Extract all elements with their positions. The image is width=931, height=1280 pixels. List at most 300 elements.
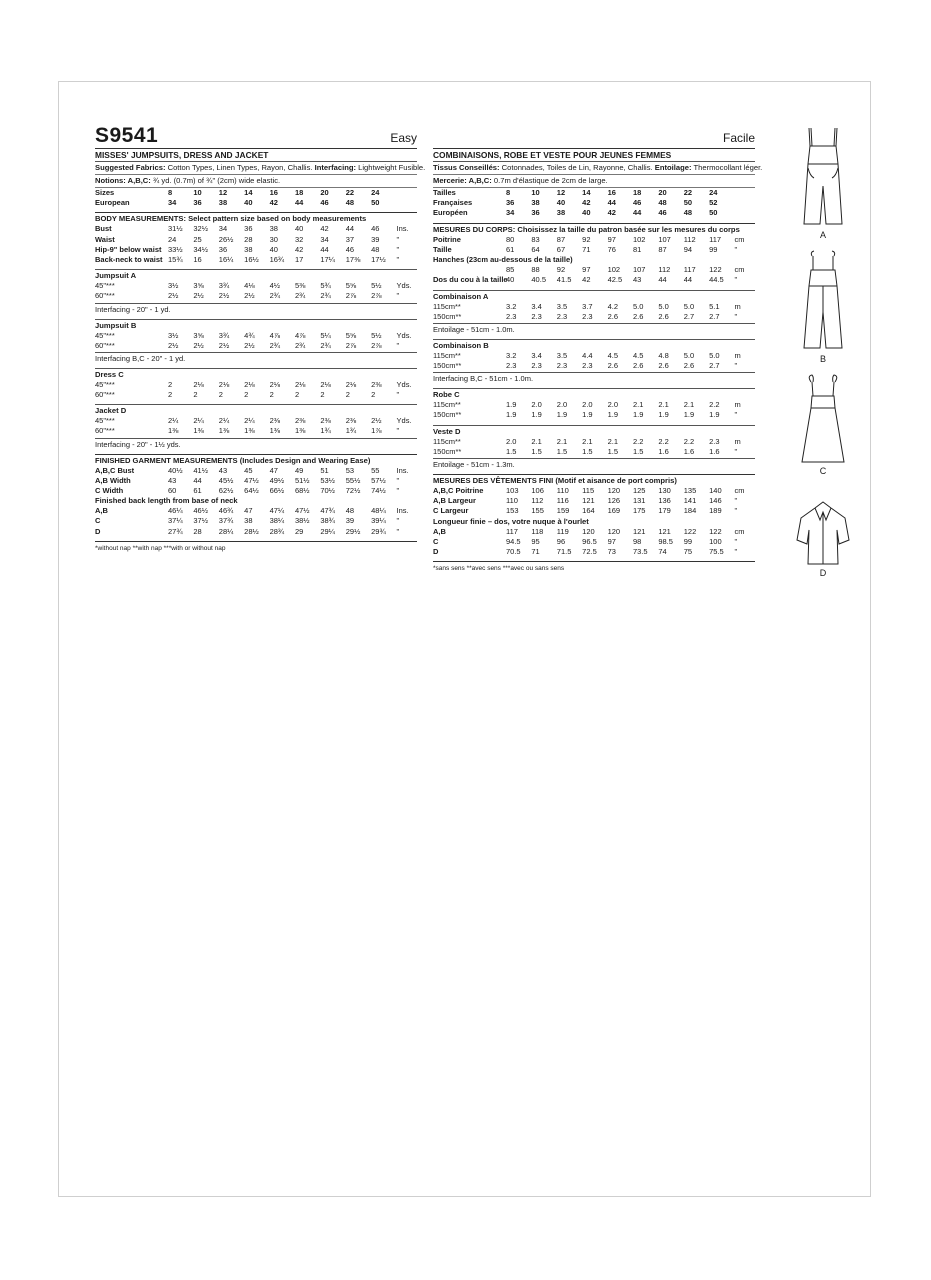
size-row [95, 188, 417, 198]
table-cell: 1.9 [506, 410, 517, 420]
row-label: 150cm** [433, 361, 462, 371]
table-cell: 20 [320, 188, 329, 197]
table-cell: 73 [607, 546, 616, 556]
table-cell: 46½ [193, 506, 208, 516]
table-cell: 17½ [371, 254, 386, 264]
table-cell: 1.9 [709, 410, 720, 420]
table-cell: 28½ [244, 526, 259, 536]
table-cell: 184 [683, 506, 697, 516]
table-cell: 38¼ [269, 516, 285, 526]
table-cell: 67 [556, 244, 566, 254]
table-cell: 97 [607, 234, 616, 244]
table-cell: 17¼ [320, 254, 335, 264]
table-cell: 112 [658, 265, 671, 275]
unit-cell: cm [734, 486, 745, 495]
table-cell: 42 [269, 198, 278, 208]
table-cell: 2.6 [607, 361, 618, 371]
table-cell: 39 [371, 234, 380, 244]
table-cell: 18 [632, 188, 642, 197]
fabrics-line-fr: Tissus Conseillés: Cotonnades, Toiles de Lin, Rayonne, Challis. Entoilage: Thermocollant léger. [433, 162, 755, 175]
yardage-row [433, 447, 755, 457]
table-cell: 2.7 [709, 361, 720, 371]
table-cell: 4⅛ [244, 281, 255, 291]
yardage-row [95, 291, 417, 301]
table-cell: 44 [683, 275, 693, 285]
row-label: Taille [433, 244, 452, 254]
notions-line: Notions: A,B,C: ¾ yd. (0.7m) of ¾" (2cm) wide elastic. [95, 175, 417, 188]
finished-measurements-fr [433, 474, 755, 557]
unit-cell: " [734, 244, 738, 254]
table-cell: 61 [506, 244, 515, 254]
table-cell: 34 [168, 198, 177, 208]
row-label: Hanches (23cm au-dessous de la taille) [433, 254, 573, 264]
row-label: 115cm** [433, 436, 461, 446]
table-cell: 75.5 [709, 546, 724, 556]
table-cell: 46 [371, 224, 380, 234]
row-label: 45"*** [95, 379, 115, 389]
unit-cell: Ins. [396, 224, 409, 234]
table-cell: 26½ [218, 234, 234, 244]
table-cell: 2¾ [294, 291, 306, 301]
table-cell: 3.2 [506, 350, 517, 360]
yardage-row [433, 351, 755, 361]
table-cell: 38 [269, 224, 278, 234]
table-cell: 1.5 [506, 446, 517, 456]
length-row [95, 506, 417, 516]
row-label: A,B,C Bust [95, 465, 135, 475]
table-cell: 16 [193, 254, 202, 264]
table-cell: 94.5 [506, 536, 521, 546]
unit-cell: " [734, 506, 738, 516]
table-cell: 2.0 [506, 436, 517, 446]
table-cell: 66½ [269, 486, 285, 495]
unit-cell: " [734, 361, 738, 371]
table-cell: 70.5 [506, 546, 521, 556]
table-cell: 44 [193, 475, 202, 485]
yardage-row [433, 437, 755, 447]
table-cell: 40.5 [531, 275, 546, 285]
table-cell: 2.0 [607, 400, 618, 410]
table-cell: 62½ [218, 486, 234, 495]
yardage-row [433, 312, 755, 322]
table-cell: 32 [294, 234, 304, 244]
table-cell: 43 [632, 275, 642, 285]
table-cell: 87 [658, 244, 667, 254]
table-cell: 131 [632, 496, 646, 506]
table-cell: 3½ [168, 330, 179, 340]
table-cell: 2⅛ [244, 379, 255, 389]
table-cell: 3.7 [582, 301, 593, 311]
row-label: 45"*** [95, 416, 115, 426]
figure-c [787, 374, 859, 498]
table-cell: 122 [709, 265, 722, 275]
table-cell: 46¼ [168, 506, 183, 516]
figure-a-label: A [819, 230, 826, 240]
table-cell: 2.1 [683, 400, 695, 410]
table-cell: 14 [582, 188, 591, 197]
table-cell: 2 [244, 390, 249, 400]
table-cell: 2.3 [531, 361, 542, 371]
table-cell: 5¼ [320, 330, 331, 340]
table-cell: 2.3 [709, 436, 720, 446]
yardage-row [95, 331, 417, 341]
table-cell: 17⅜ [345, 254, 361, 264]
row-label: 60"*** [95, 291, 115, 301]
table-cell: 45½ [218, 475, 234, 485]
table-cell: 116 [556, 496, 569, 506]
unit-cell: Ins. [396, 506, 409, 516]
row-label: Bust [95, 224, 112, 234]
table-cell: 36 [244, 224, 253, 234]
table-cell: 10 [193, 188, 202, 197]
table-cell: 95 [531, 536, 540, 546]
table-cell: 179 [658, 506, 671, 516]
jumpsuit-a-sketch-icon [798, 126, 848, 226]
table-cell: 74½ [371, 486, 386, 495]
row-label: C [433, 536, 439, 546]
table-cell: 2 [168, 390, 173, 400]
table-cell: 47¼ [269, 506, 285, 516]
table-cell: 28 [244, 234, 253, 244]
table-cell: 110 [506, 496, 518, 506]
difficulty-level: Easy [390, 131, 417, 145]
row-label: Waist [95, 234, 115, 244]
table-cell: 5.0 [683, 350, 695, 360]
table-cell: 135 [683, 486, 697, 495]
table-cell: 3¾ [218, 281, 230, 291]
unit-cell: " [734, 446, 738, 456]
table-cell: 44 [658, 275, 667, 285]
table-cell: 2⅛ [269, 379, 280, 389]
table-cell: 24 [168, 234, 177, 244]
table-cell: 40 [269, 244, 278, 254]
table-cell: 96.5 [582, 536, 597, 546]
unit-cell: Ins. [396, 465, 409, 475]
length-row [95, 527, 417, 537]
table-cell: 164 [582, 506, 595, 516]
unit-cell: Yds. [396, 281, 412, 291]
table-cell: 71.5 [556, 546, 572, 556]
table-cell: 2.3 [556, 361, 568, 371]
row-label: A,B [95, 506, 108, 516]
table-cell: 4.8 [658, 350, 669, 360]
table-cell: 1.9 [506, 400, 517, 410]
table-cell: 45 [244, 465, 253, 475]
table-cell: 92 [582, 234, 591, 244]
table-cell: 96 [556, 536, 566, 546]
table-cell: 3.2 [506, 301, 517, 311]
table-cell: 47½ [244, 475, 259, 485]
table-cell: 29¼ [320, 526, 335, 536]
table-cell: 10 [531, 188, 540, 197]
table-cell: 112 [683, 234, 696, 244]
table-cell: 50 [683, 198, 693, 208]
row-label [433, 265, 506, 275]
unit-cell: m [734, 301, 741, 311]
table-cell: 14 [244, 188, 253, 197]
table-cell: 2.6 [632, 311, 644, 321]
table-cell: 3¾ [218, 330, 230, 340]
body-measurements [95, 212, 417, 265]
yardage-row [433, 302, 755, 312]
row-label: 150cm** [433, 410, 462, 420]
table-cell: 2 [320, 390, 325, 400]
table-cell: 2.7 [709, 311, 720, 321]
row-label: C [95, 516, 101, 526]
table-cell: 97 [582, 265, 591, 275]
table-cell: 47½ [294, 506, 310, 516]
table-cell: 55 [371, 465, 380, 475]
finished-row [433, 506, 755, 516]
yardage-tables [95, 269, 417, 450]
size-row [433, 208, 755, 218]
table-cell: 28 [193, 526, 202, 536]
finished-measurements-title: FINISHED GARMENT MEASUREMENTS (Includes Design and Wearing Ease) [95, 455, 371, 465]
table-cell: 2.2 [683, 436, 695, 446]
unit-cell: " [734, 536, 738, 546]
yardage-section [95, 404, 417, 449]
table-cell: 2.0 [582, 400, 593, 410]
table-cell: 112 [531, 496, 544, 506]
table-cell: 5¾ [320, 281, 331, 291]
length-row [433, 537, 755, 547]
yardage-section [433, 290, 755, 335]
table-cell: 175 [632, 506, 646, 516]
table-cell: 2.1 [556, 436, 568, 446]
table-cell: 1.9 [582, 410, 593, 420]
table-cell: 3½ [168, 281, 179, 291]
table-cell: 41½ [193, 465, 208, 475]
table-cell: 4.4 [582, 350, 593, 360]
table-cell: 5⅝ [345, 330, 357, 340]
unit-cell: " [734, 311, 738, 321]
interfacing-note: Entoilage - 51cm - 1.0m. [433, 323, 755, 335]
table-cell: 102 [632, 234, 646, 244]
unit-cell: m [734, 400, 741, 410]
yardage-title: Jumpsuit B [95, 320, 137, 330]
unit-cell: " [396, 390, 400, 400]
table-cell: 16¾ [269, 254, 285, 264]
table-cell: 50 [371, 198, 380, 208]
finished-row [95, 486, 417, 496]
yardage-row [95, 281, 417, 291]
body-row [433, 235, 755, 245]
table-cell: 36 [531, 208, 540, 218]
body-row [95, 245, 417, 255]
table-cell: 38 [556, 208, 566, 218]
jacket-d-sketch-icon [793, 498, 853, 578]
table-cell: 153 [506, 506, 519, 516]
table-cell: 18 [294, 188, 304, 197]
unit-cell: " [396, 340, 400, 350]
table-cell: 146 [709, 496, 722, 506]
row-label: C Width [95, 486, 124, 495]
table-cell: 22 [345, 188, 355, 197]
table-cell: 107 [658, 234, 671, 244]
table-cell: 2.3 [506, 361, 517, 371]
table-cell: 36 [218, 244, 228, 254]
table-cell: 8 [168, 188, 173, 197]
table-cell: 53½ [320, 475, 335, 485]
body-measurements-fr [433, 223, 755, 286]
table-cell: 42 [582, 275, 591, 285]
table-cell: 5.0 [709, 350, 720, 360]
table-cell: 94 [683, 244, 693, 254]
yardage-section [433, 425, 755, 470]
yardage-row [95, 390, 417, 400]
table-cell: 98.5 [658, 536, 673, 546]
table-cell: 2½ [193, 291, 204, 301]
table-cell: 122 [683, 526, 697, 536]
body-row [433, 245, 755, 255]
table-cell: 189 [709, 506, 722, 516]
nap-footnote-fr: *sans sens **avec sens ***avec ou sans sens [433, 561, 755, 572]
table-cell: 47¾ [320, 506, 335, 516]
table-cell: 75 [683, 546, 693, 556]
row-label: Back-neck to waist [95, 254, 163, 264]
table-cell: 49 [294, 465, 304, 475]
unit-cell: cm [734, 265, 745, 275]
figure-c-label: C [819, 466, 827, 476]
table-cell: 1.5 [556, 446, 568, 456]
table-cell: 2⅜ [294, 416, 306, 426]
table-cell: 115 [582, 486, 595, 495]
notions-line-fr: Mercerie: A,B,C: 0.7m d'élastique de 2cm de large. [433, 175, 755, 188]
table-cell: 12 [218, 188, 228, 197]
fabrics-line: Suggested Fabrics: Cotton Types, Linen Types, Rayon, Challis. Interfacing: Lightweight Fusible. [95, 162, 417, 175]
table-cell: 117 [709, 234, 722, 244]
table-cell: 38 [218, 198, 228, 208]
unit-cell: " [734, 496, 738, 506]
table-cell: 43 [168, 475, 177, 485]
table-cell: 2⅛ [294, 379, 306, 389]
interfacing-note: Interfacing - 20" - 1 yd. [95, 303, 417, 315]
size-row [433, 188, 755, 198]
row-label: D [433, 546, 439, 556]
table-cell: 64 [531, 244, 540, 254]
table-cell: 57½ [371, 475, 386, 485]
table-cell: 44 [294, 198, 304, 208]
table-cell: 107 [632, 265, 646, 275]
table-cell: 125 [632, 486, 646, 495]
table-cell: 120 [607, 526, 621, 536]
table-cell: 48 [658, 198, 667, 208]
interfacing-note: Interfacing B,C - 51cm - 1.0m. [433, 372, 755, 384]
table-cell: 1¾ [320, 426, 331, 436]
row-label: 60"*** [95, 390, 115, 400]
table-cell: 2¼ [193, 416, 204, 426]
table-cell: 72½ [345, 486, 361, 495]
body-row [95, 255, 417, 265]
table-cell: 98 [632, 536, 642, 546]
unit-cell: m [734, 350, 741, 360]
table-cell: 1¾ [345, 426, 357, 436]
table-cell: 2.1 [607, 436, 618, 446]
table-cell: 2¼ [168, 416, 179, 426]
table-cell: 2.6 [658, 361, 669, 371]
table-cell: 2½ [218, 291, 230, 301]
row-label: A,B,C Poitrine [433, 486, 484, 495]
table-cell: 37 [345, 234, 355, 244]
table-cell: 121 [582, 496, 595, 506]
table-cell: 87 [556, 234, 566, 244]
table-cell: 12 [556, 188, 566, 197]
row-label: Sizes [95, 188, 115, 197]
table-cell: 2¼ [218, 416, 230, 426]
sizes-table [95, 188, 417, 208]
table-cell: 1.9 [632, 410, 644, 420]
table-cell: 117 [506, 526, 518, 536]
table-cell: 103 [506, 486, 519, 495]
dress-c-sketch-icon [798, 374, 848, 474]
finished-row [433, 496, 755, 506]
table-cell: 2.3 [531, 311, 542, 321]
table-cell: 2.6 [683, 361, 695, 371]
table-cell: 34 [218, 224, 228, 234]
table-cell: 1⅜ [193, 426, 204, 436]
table-cell: 29¾ [371, 526, 386, 536]
table-cell: 2.2 [658, 436, 669, 446]
table-cell: 74 [658, 546, 667, 556]
table-cell: 2¾ [320, 291, 331, 301]
row-label: 60"*** [95, 340, 115, 350]
table-cell: 48 [345, 506, 355, 516]
table-cell: 40 [294, 224, 304, 234]
row-label: Hip-9" below waist [95, 244, 162, 254]
table-cell: 2.0 [556, 400, 568, 410]
table-cell: 40 [556, 198, 566, 208]
interfacing-note: Interfacing - 20" - 1½ yds. [95, 438, 417, 450]
table-cell: 117 [683, 265, 696, 275]
yardage-title: Robe C [433, 390, 460, 400]
row-label: 115cm** [433, 400, 461, 410]
table-cell: 2⅞ [371, 291, 382, 301]
table-cell: 38½ [294, 516, 310, 526]
table-cell: 3⅝ [193, 281, 204, 291]
table-cell: 24 [709, 188, 718, 197]
table-cell: 53 [345, 465, 355, 475]
table-cell: 1.9 [658, 410, 669, 420]
table-cell: 2⅛ [218, 379, 230, 389]
table-cell: 2¼ [244, 416, 255, 426]
interfacing-note: Interfacing B,C - 20" - 1 yd. [95, 352, 417, 364]
table-cell: 44.5 [709, 275, 724, 285]
table-cell: 16¼ [218, 254, 234, 264]
table-cell: 2.2 [709, 400, 720, 410]
yardage-row [95, 380, 417, 390]
table-cell: 2½ [193, 340, 204, 350]
table-cell: 2⅞ [345, 291, 357, 301]
size-row [433, 198, 755, 208]
table-cell: 2½ [168, 291, 179, 301]
finished-row [95, 466, 417, 476]
table-cell: 1.6 [709, 446, 720, 456]
table-cell: 4.5 [607, 350, 618, 360]
yardage-section [95, 368, 417, 400]
table-cell: 44 [345, 224, 355, 234]
table-cell: 2.6 [658, 311, 669, 321]
table-cell: 2½ [168, 340, 179, 350]
table-cell: 2.2 [632, 436, 644, 446]
yardage-section [433, 388, 755, 420]
table-cell: 1⅜ [294, 426, 306, 436]
unit-cell: " [396, 244, 400, 254]
table-cell: 4½ [269, 281, 280, 291]
table-cell: 50 [709, 208, 718, 218]
table-cell: 8 [506, 188, 511, 197]
table-cell: 100 [709, 536, 722, 546]
table-cell: 1⅜ [168, 426, 179, 436]
